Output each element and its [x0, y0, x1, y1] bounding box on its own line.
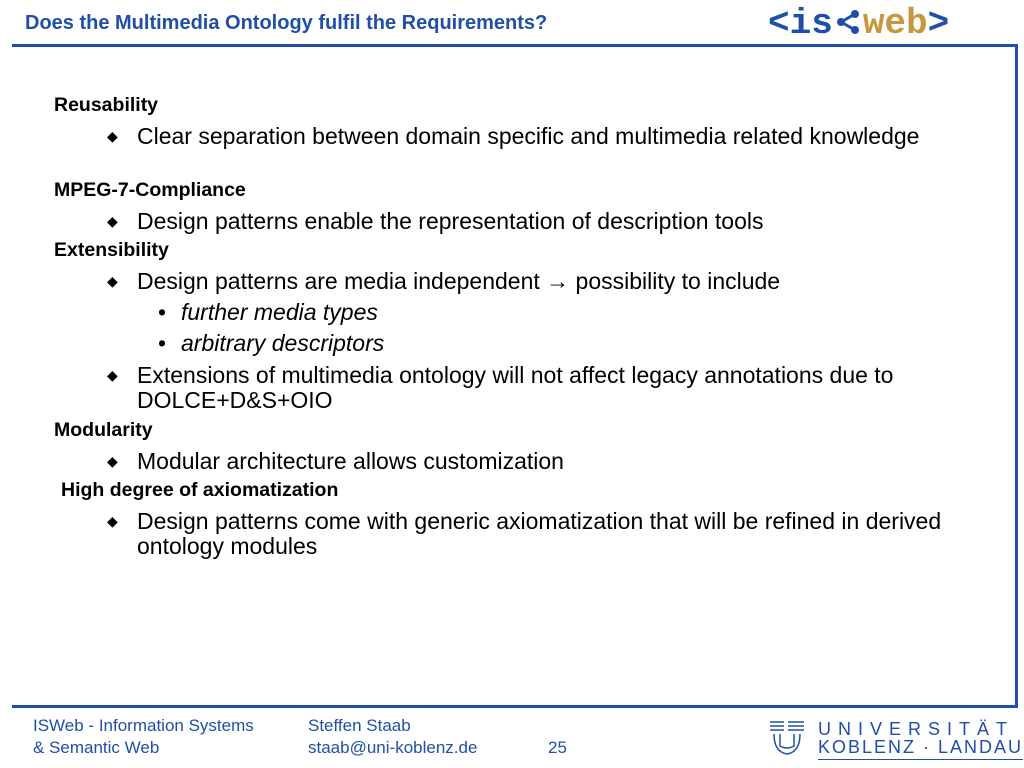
dot-bullet-icon: •: [158, 330, 167, 356]
diamond-bullet-icon: ◆: [107, 273, 118, 289]
isweb-logo: [768, 4, 949, 44]
footer-author-name: Steffen Staab: [308, 716, 411, 735]
university-name-line2: KOBLENZ · LANDAU: [818, 737, 1023, 760]
footer-org: [33, 715, 254, 759]
footer-org-line1: ISWeb - Information Systems: [33, 716, 254, 735]
bullet-text: Extensions of multimedia ontology will not affect legacy annotations due to DOLCE+D&S+OIO: [137, 362, 894, 413]
bullet-text: Clear separation between domain specific and multimedia related knowledge: [137, 123, 920, 149]
logo-open-bracket: <: [768, 3, 790, 44]
slide-title: Does the Multimedia Ontology fulfil the Requirements?: [25, 12, 548, 34]
sub-item-text: arbitrary descriptors: [181, 330, 385, 356]
footer-org-line2: & Semantic Web: [33, 738, 160, 757]
section-heading-axiomatization: High degree of axiomatization: [61, 479, 339, 501]
logo-web: web: [862, 3, 928, 44]
footer-email: staab@uni-koblenz.de: [308, 738, 478, 757]
frame-right-rule: [1015, 44, 1018, 707]
bullet-text: Design patterns enable the representation of description tools: [137, 208, 764, 234]
bullet-text: Design patterns are media independent → possibility to include: [137, 268, 781, 294]
diamond-bullet-icon: ◆: [107, 367, 118, 383]
logo-is: is: [789, 3, 833, 44]
page-number: 25: [548, 738, 567, 757]
frame-bottom-rule: [12, 705, 1018, 708]
logo-close-bracket: >: [927, 3, 950, 44]
section-heading-extensibility: Extensibility: [54, 239, 169, 261]
footer-author: [308, 715, 477, 759]
section-heading-modularity: Modularity: [54, 419, 153, 441]
diamond-bullet-icon: ◆: [107, 128, 118, 144]
section-heading-reusability: Reusability: [54, 94, 159, 116]
section-heading-mpeg7: MPEG-7-Compliance: [54, 179, 246, 201]
diamond-bullet-icon: ◆: [107, 513, 118, 529]
bullet-text: Design patterns come with generic axiomatization that will be refined in derived ontology modules: [137, 508, 942, 559]
dot-bullet-icon: •: [158, 299, 167, 325]
university-emblem-icon: [768, 716, 808, 758]
sub-item-text: further media types: [181, 299, 378, 325]
diamond-bullet-icon: ◆: [107, 213, 118, 229]
diamond-bullet-icon: ◆: [107, 453, 118, 469]
share-network-icon: [833, 7, 863, 37]
university-name-line1: UNIVERSITÄT: [818, 719, 1015, 739]
frame-top-rule: [12, 44, 1018, 47]
bullet-text: Modular architecture allows customization: [137, 448, 564, 474]
